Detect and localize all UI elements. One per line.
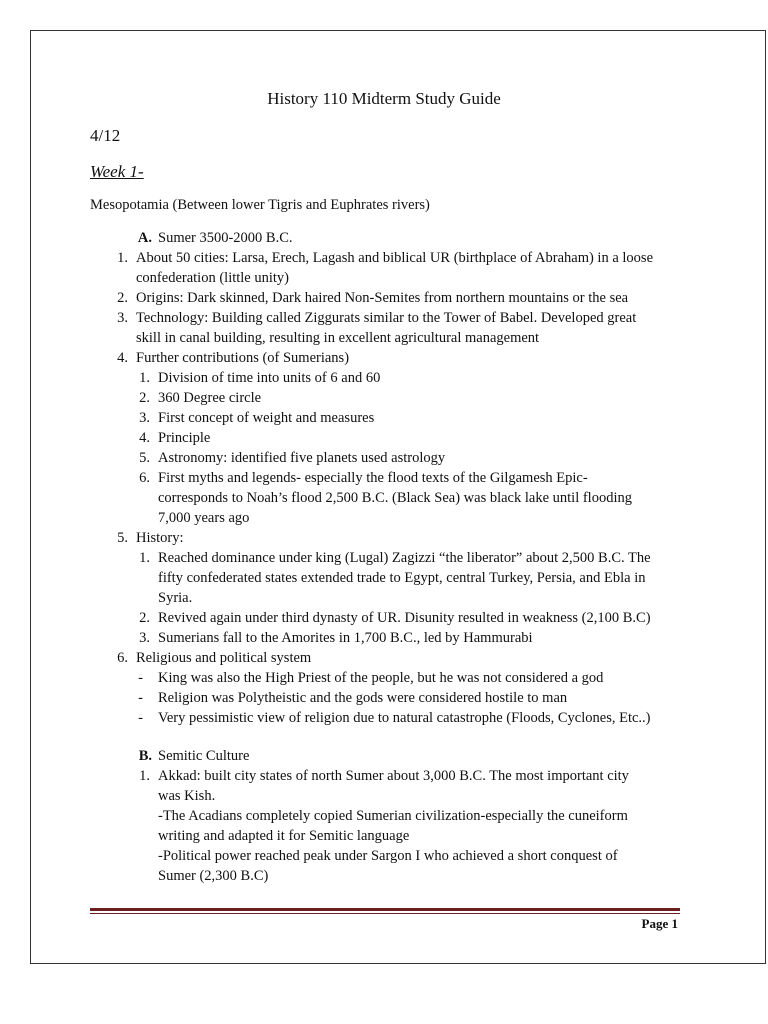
sumer-item-text: skill in canal building, resulting in excellent agricultural management <box>136 330 540 346</box>
contribution-item-text: Principle <box>158 430 211 446</box>
religion-item-text: Religion was Polytheistic and the gods were considered hostile to man <box>158 690 568 706</box>
document-title: History 110 Midterm Study Guide <box>267 89 501 108</box>
section-a-marker: A. <box>137 230 152 246</box>
religion-item-text: King was also the High Priest of the people, but he was not considered a god <box>158 670 604 686</box>
history-marker: 5. <box>117 530 128 546</box>
week-heading: Week 1- <box>90 162 144 181</box>
religion-item-text: Very pessimistic view of religion due to natural catastrophe (Floods, Cyclones, Etc..) <box>158 710 651 726</box>
history-heading: History: <box>136 530 184 546</box>
section-a-title: Sumer 3500-2000 B.C. <box>158 230 293 246</box>
contribution-item-text: Astronomy: identified five planets used astrology <box>158 450 446 466</box>
intro-line: Mesopotamia (Between lower Tigris and Euphrates rivers) <box>90 197 430 213</box>
history-item-text: fifty confederated states extended trade to Egypt, central Turkey, Persia, and Ebla in <box>158 570 646 586</box>
sumer-item-marker: 4. <box>117 350 128 366</box>
section-b-title: Semitic Culture <box>158 748 250 764</box>
semitic-item-text: writing and adapted it for Semitic language <box>158 828 410 844</box>
footer-rule-thin <box>90 913 680 914</box>
page-number: Page 1 <box>641 916 678 931</box>
contribution-item-marker: 3. <box>139 410 150 426</box>
contribution-item-text: corresponds to Noah’s flood 2,500 B.C. (Black Sea) was black lake until flooding <box>158 490 632 506</box>
religion-item-marker: - <box>138 710 143 726</box>
sumer-item-text: confederation (little unity) <box>136 270 290 286</box>
history-item-marker: 2. <box>139 610 150 626</box>
semitic-item-text: -The Acadians completely copied Sumerian civilization-especially the cuneiform <box>158 808 628 824</box>
contribution-item-marker: 4. <box>139 430 150 446</box>
sumer-item-text: Origins: Dark skinned, Dark haired Non-Semites from northern mountains or the sea <box>136 290 629 306</box>
religion-item-marker: - <box>138 670 143 686</box>
contribution-item-text: First concept of weight and measures <box>158 410 375 426</box>
history-item-text: Syria. <box>158 590 193 606</box>
contribution-item-marker: 6. <box>139 470 150 486</box>
history-item-text: Sumerians fall to the Amorites in 1,700 B.C., led by Hammurabi <box>158 630 533 646</box>
sumer-item-marker: 3. <box>117 310 128 326</box>
footer-rule <box>90 908 680 911</box>
sumer-item-text: About 50 cities: Larsa, Erech, Lagash and biblical UR (birthplace of Abraham) in a loose <box>136 250 654 266</box>
sumer-item-marker: 1. <box>117 250 128 266</box>
contribution-item-marker: 2. <box>139 390 150 406</box>
contribution-item-text: 7,000 years ago <box>158 510 250 526</box>
religion-item-marker: - <box>138 690 143 706</box>
religion-heading: Religious and political system <box>136 650 312 666</box>
history-item-marker: 3. <box>139 630 150 646</box>
contribution-item-text: 360 Degree circle <box>158 390 262 406</box>
sumer-item-text: Technology: Building called Ziggurats similar to the Tower of Babel. Developed great <box>136 310 637 326</box>
semitic-item-marker: 1. <box>139 768 150 784</box>
religion-marker: 6. <box>117 650 128 666</box>
document-date: 4/12 <box>90 126 121 145</box>
semitic-item-text: Akkad: built city states of north Sumer about 3,000 B.C. The most important city <box>158 768 629 784</box>
history-item-text: Revived again under third dynasty of UR. Disunity resulted in weakness (2,100 B.C) <box>158 610 651 626</box>
contribution-item-text: Division of time into units of 6 and 60 <box>158 370 381 386</box>
semitic-item-text: was Kish. <box>158 788 216 804</box>
history-item-marker: 1. <box>139 550 150 566</box>
contribution-item-marker: 1. <box>139 370 150 386</box>
semitic-item-text: -Political power reached peak under Sargon I who achieved a short conquest of <box>158 848 618 864</box>
sumer-item-marker: 2. <box>117 290 128 306</box>
contribution-item-marker: 5. <box>139 450 150 466</box>
contribution-item-text: First myths and legends- especially the flood texts of the Gilgamesh Epic- <box>158 470 588 486</box>
section-b-marker: B. <box>138 748 152 764</box>
semitic-item-text: Sumer (2,300 B.C) <box>158 868 269 884</box>
sumer-item-text: Further contributions (of Sumerians) <box>136 350 350 366</box>
history-item-text: Reached dominance under king (Lugal) Zagizzi “the liberator” about 2,500 B.C. The <box>158 550 651 566</box>
